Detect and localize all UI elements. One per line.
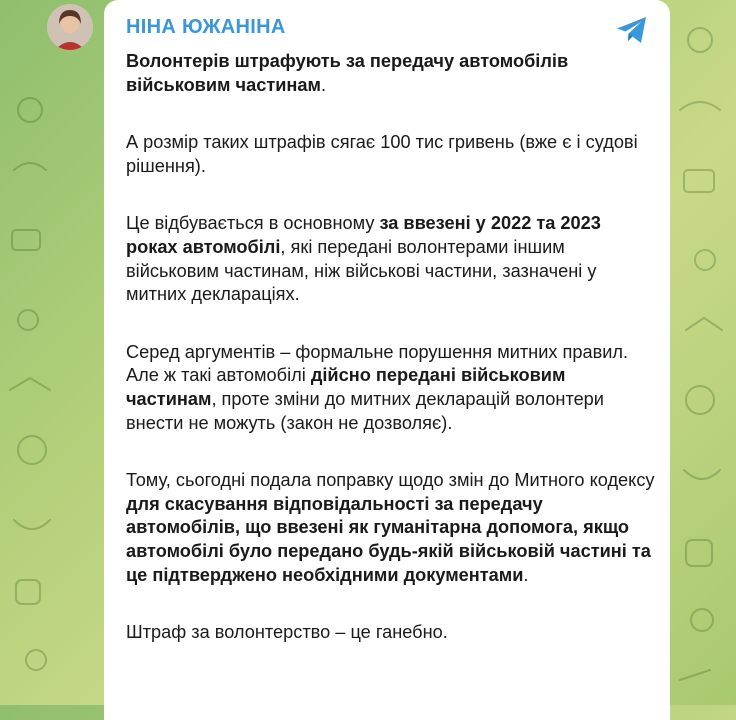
telegram-icon[interactable] <box>614 12 650 48</box>
bold-text: за ввезені у 2022 та 2023 роках автомобілі <box>126 213 601 257</box>
text-span: , проте зміни до митних декларацій волонтери внести не можуть (закон не дозволяє). <box>126 388 604 433</box>
text-span: . <box>523 564 529 585</box>
paragraph-arguments <box>126 341 656 435</box>
message-text <box>126 50 656 679</box>
paragraph-cause <box>126 212 656 306</box>
message-bubble <box>104 0 670 720</box>
text-span: . <box>320 74 327 95</box>
bold-text: для скасування відповідальності за передачу автомобілів, що ввезені як гуманітарна допомога, якщо автомобілі було передано будь-якій військовій частині та це підтверджено необхідними документами <box>126 493 651 585</box>
text-span: Це відбувається в основному <box>126 213 380 234</box>
paragraph-fine-amount <box>126 131 656 178</box>
text-span: А розмір таких штрафів сягає 100 тис гривень (вже є і судові рішення). <box>126 132 638 176</box>
bold-text: Волонтерів штрафують за передачу автомобілів військовим частинам <box>126 51 569 95</box>
profile-photo-icon <box>47 4 93 50</box>
channel-avatar[interactable] <box>47 4 93 50</box>
text-span: Тому, сьогодні подала поправку щодо змін до Митного кодексу <box>126 470 655 491</box>
paragraph-conclusion <box>126 621 656 645</box>
bold-text: дійсно передані військовим частинам <box>126 365 566 409</box>
channel-name[interactable]: НІНА ЮЖАНІНА <box>126 16 286 38</box>
text-span: , які передані волонтерами іншим військовим частинам, ніж військові частини, зазначені у митних деклараціях. <box>126 236 597 305</box>
text-span: Штраф за волонтерство – це ганебно. <box>126 622 448 643</box>
paragraph-headline <box>126 50 656 97</box>
paragraph-amendment <box>126 469 656 587</box>
text-span: Серед аргументів – формальне порушення митних правил. Але ж такі автомобілі <box>126 341 629 386</box>
